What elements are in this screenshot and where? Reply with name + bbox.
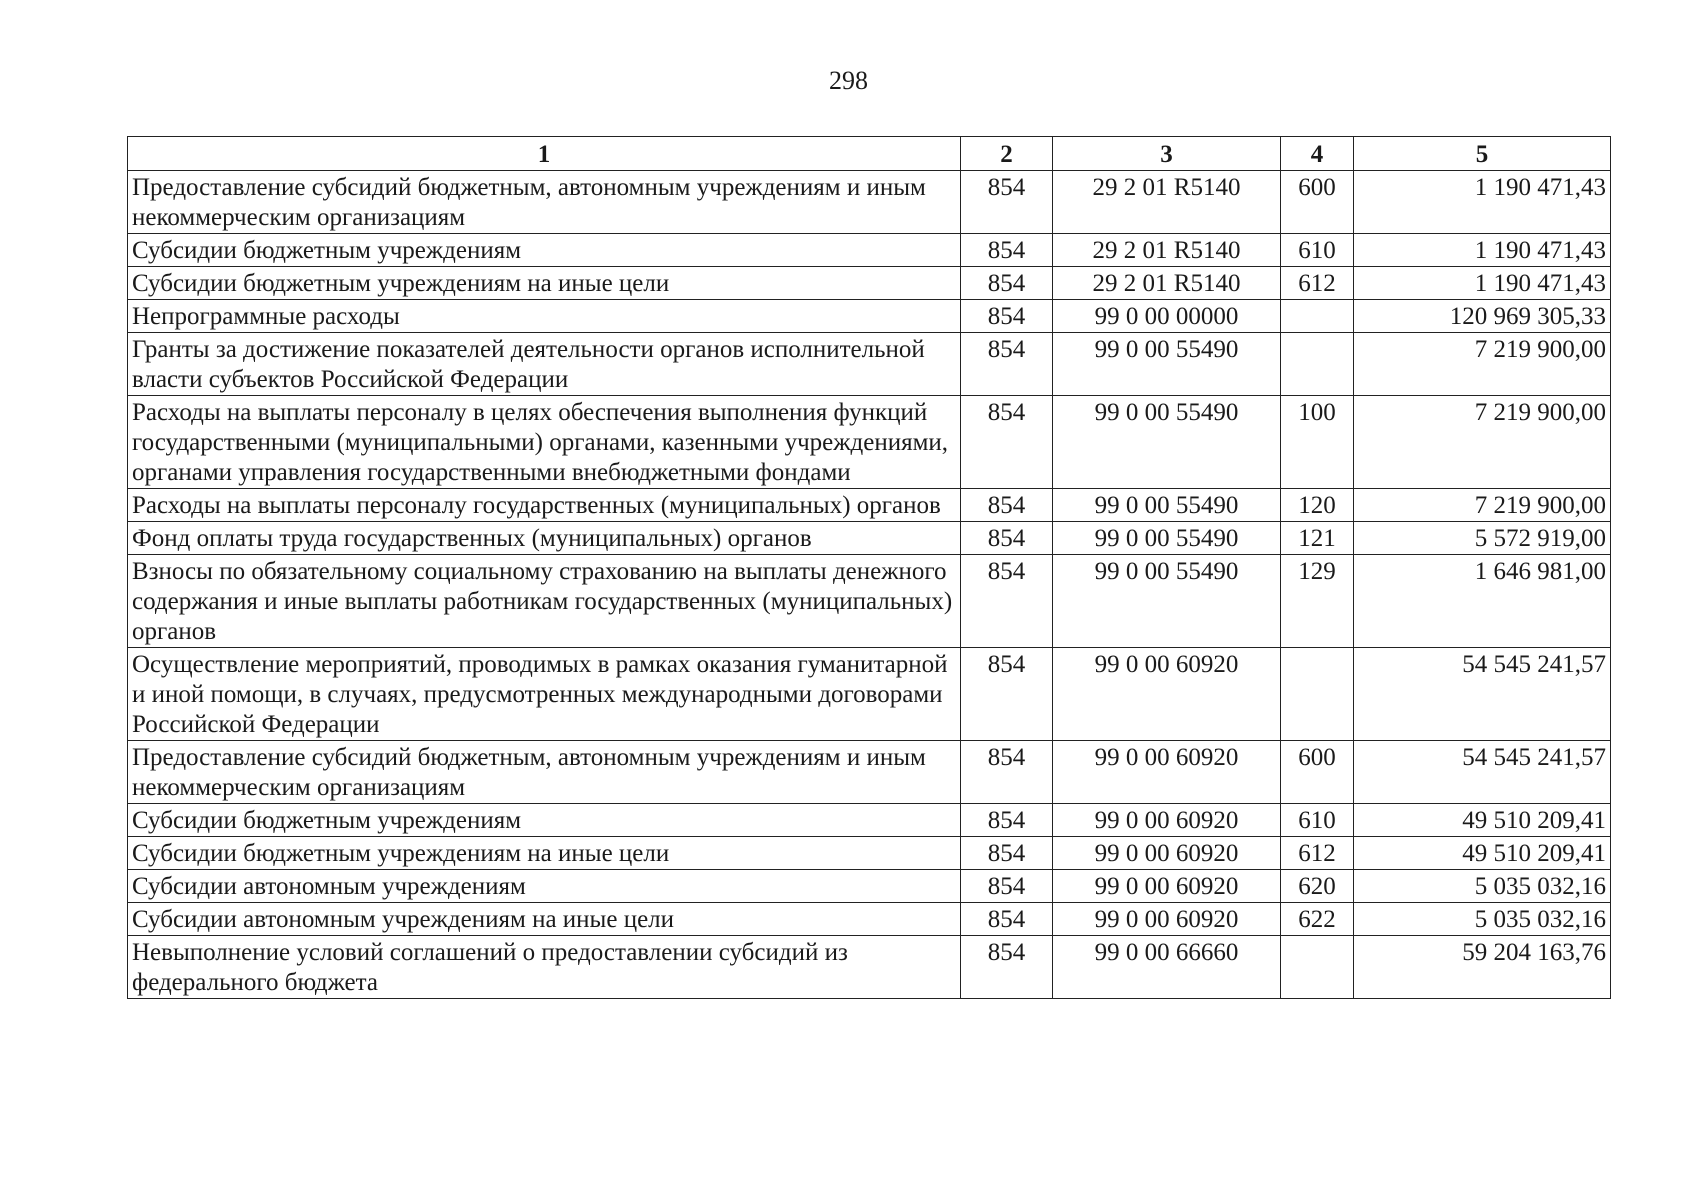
target-article-cell: 99 0 00 55490 bbox=[1053, 489, 1281, 522]
expense-type-cell: 620 bbox=[1281, 870, 1354, 903]
department-code-cell: 854 bbox=[961, 648, 1053, 741]
target-article-cell: 99 0 00 55490 bbox=[1053, 333, 1281, 396]
expense-name-cell: Взносы по обязательному социальному страхованию на выплаты денежного содержания и иные выплаты работникам государственных (муниципальных) органов bbox=[128, 555, 961, 648]
expense-type-cell: 129 bbox=[1281, 555, 1354, 648]
target-article-cell: 29 2 01 R5140 bbox=[1053, 267, 1281, 300]
target-article-cell: 99 0 00 60920 bbox=[1053, 870, 1281, 903]
target-article-cell: 99 0 00 66660 bbox=[1053, 936, 1281, 999]
expense-type-cell bbox=[1281, 333, 1354, 396]
amount-cell: 5 035 032,16 bbox=[1354, 903, 1611, 936]
department-code-cell: 854 bbox=[961, 804, 1053, 837]
amount-cell: 7 219 900,00 bbox=[1354, 489, 1611, 522]
amount-cell: 120 969 305,33 bbox=[1354, 300, 1611, 333]
expense-name-cell: Невыполнение условий соглашений о предоставлении субсидий из федерального бюджета bbox=[128, 936, 961, 999]
amount-cell: 1 646 981,00 bbox=[1354, 555, 1611, 648]
department-code-cell: 854 bbox=[961, 333, 1053, 396]
amount-cell: 7 219 900,00 bbox=[1354, 396, 1611, 489]
expense-name-cell: Расходы на выплаты персоналу в целях обеспечения выполнения функций государственными (муниципальными) органами, казенными учреждениями, органами управления государственными внебюджетными фондами bbox=[128, 396, 961, 489]
target-article-cell: 99 0 00 55490 bbox=[1053, 522, 1281, 555]
expense-name-cell: Субсидии бюджетным учреждениям на иные цели bbox=[128, 837, 961, 870]
amount-cell: 1 190 471,43 bbox=[1354, 171, 1611, 234]
department-code-cell: 854 bbox=[961, 300, 1053, 333]
header-col-4: 4 bbox=[1281, 137, 1354, 171]
expense-type-cell: 622 bbox=[1281, 903, 1354, 936]
table-row bbox=[128, 870, 1611, 903]
expense-name-cell: Субсидии бюджетным учреждениям bbox=[128, 234, 961, 267]
target-article-cell: 29 2 01 R5140 bbox=[1053, 234, 1281, 267]
department-code-cell: 854 bbox=[961, 741, 1053, 804]
header-col-3: 3 bbox=[1053, 137, 1281, 171]
expense-name-cell: Фонд оплаты труда государственных (муниципальных) органов bbox=[128, 522, 961, 555]
department-code-cell: 854 bbox=[961, 936, 1053, 999]
table-row bbox=[128, 555, 1611, 648]
department-code-cell: 854 bbox=[961, 903, 1053, 936]
table-row bbox=[128, 171, 1611, 234]
amount-cell: 54 545 241,57 bbox=[1354, 741, 1611, 804]
amount-cell: 59 204 163,76 bbox=[1354, 936, 1611, 999]
table-row bbox=[128, 936, 1611, 999]
target-article-cell: 99 0 00 55490 bbox=[1053, 555, 1281, 648]
department-code-cell: 854 bbox=[961, 870, 1053, 903]
expense-name-cell: Субсидии бюджетным учреждениям bbox=[128, 804, 961, 837]
table-header bbox=[128, 137, 1611, 171]
department-code-cell: 854 bbox=[961, 837, 1053, 870]
expense-type-cell bbox=[1281, 936, 1354, 999]
amount-cell: 5 572 919,00 bbox=[1354, 522, 1611, 555]
table-row bbox=[128, 489, 1611, 522]
page-number: 298 bbox=[829, 66, 868, 95]
expense-name-cell: Субсидии автономным учреждениям на иные цели bbox=[128, 903, 961, 936]
amount-cell: 54 545 241,57 bbox=[1354, 648, 1611, 741]
target-article-cell: 99 0 00 55490 bbox=[1053, 396, 1281, 489]
table-row bbox=[128, 333, 1611, 396]
amount-cell: 49 510 209,41 bbox=[1354, 804, 1611, 837]
table-row bbox=[128, 804, 1611, 837]
expense-type-cell: 120 bbox=[1281, 489, 1354, 522]
expense-name-cell: Субсидии бюджетным учреждениям на иные цели bbox=[128, 267, 961, 300]
target-article-cell: 99 0 00 60920 bbox=[1053, 837, 1281, 870]
expense-type-cell: 612 bbox=[1281, 267, 1354, 300]
expense-name-cell: Гранты за достижение показателей деятельности органов исполнительной власти субъектов Российской Федерации bbox=[128, 333, 961, 396]
expense-type-cell: 610 bbox=[1281, 234, 1354, 267]
expense-type-cell: 610 bbox=[1281, 804, 1354, 837]
amount-cell: 49 510 209,41 bbox=[1354, 837, 1611, 870]
amount-cell: 7 219 900,00 bbox=[1354, 333, 1611, 396]
target-article-cell: 29 2 01 R5140 bbox=[1053, 171, 1281, 234]
expense-type-cell: 600 bbox=[1281, 741, 1354, 804]
department-code-cell: 854 bbox=[961, 522, 1053, 555]
header-col-5: 5 bbox=[1354, 137, 1611, 171]
table-row bbox=[128, 741, 1611, 804]
header-col-2: 2 bbox=[961, 137, 1053, 171]
amount-cell: 1 190 471,43 bbox=[1354, 234, 1611, 267]
target-article-cell: 99 0 00 00000 bbox=[1053, 300, 1281, 333]
budget-table bbox=[127, 136, 1611, 999]
expense-name-cell: Предоставление субсидий бюджетным, автономным учреждениям и иным некоммерческим организациям bbox=[128, 171, 961, 234]
expense-type-cell bbox=[1281, 300, 1354, 333]
expense-name-cell: Предоставление субсидий бюджетным, автономным учреждениям и иным некоммерческим организациям bbox=[128, 741, 961, 804]
department-code-cell: 854 bbox=[961, 267, 1053, 300]
table-row bbox=[128, 837, 1611, 870]
target-article-cell: 99 0 00 60920 bbox=[1053, 903, 1281, 936]
expense-name-cell: Субсидии автономным учреждениям bbox=[128, 870, 961, 903]
target-article-cell: 99 0 00 60920 bbox=[1053, 741, 1281, 804]
target-article-cell: 99 0 00 60920 bbox=[1053, 804, 1281, 837]
header-col-1: 1 bbox=[128, 137, 961, 171]
expense-type-cell: 100 bbox=[1281, 396, 1354, 489]
table-row bbox=[128, 903, 1611, 936]
target-article-cell: 99 0 00 60920 bbox=[1053, 648, 1281, 741]
department-code-cell: 854 bbox=[961, 234, 1053, 267]
expense-name-cell: Непрограммные расходы bbox=[128, 300, 961, 333]
table-row bbox=[128, 522, 1611, 555]
expense-name-cell: Расходы на выплаты персоналу государственных (муниципальных) органов bbox=[128, 489, 961, 522]
table-row bbox=[128, 396, 1611, 489]
amount-cell: 1 190 471,43 bbox=[1354, 267, 1611, 300]
expense-type-cell: 600 bbox=[1281, 171, 1354, 234]
table-row bbox=[128, 234, 1611, 267]
expense-type-cell bbox=[1281, 648, 1354, 741]
expense-name-cell: Осуществление мероприятий, проводимых в рамках оказания гуманитарной и иной помощи, в случаях, предусмотренных международными договорами Российской Федерации bbox=[128, 648, 961, 741]
table-row bbox=[128, 267, 1611, 300]
table-row bbox=[128, 648, 1611, 741]
department-code-cell: 854 bbox=[961, 396, 1053, 489]
table-row bbox=[128, 300, 1611, 333]
expense-type-cell: 121 bbox=[1281, 522, 1354, 555]
table-body bbox=[128, 171, 1611, 999]
amount-cell: 5 035 032,16 bbox=[1354, 870, 1611, 903]
header-row bbox=[128, 137, 1611, 171]
expense-type-cell: 612 bbox=[1281, 837, 1354, 870]
department-code-cell: 854 bbox=[961, 171, 1053, 234]
department-code-cell: 854 bbox=[961, 555, 1053, 648]
department-code-cell: 854 bbox=[961, 489, 1053, 522]
